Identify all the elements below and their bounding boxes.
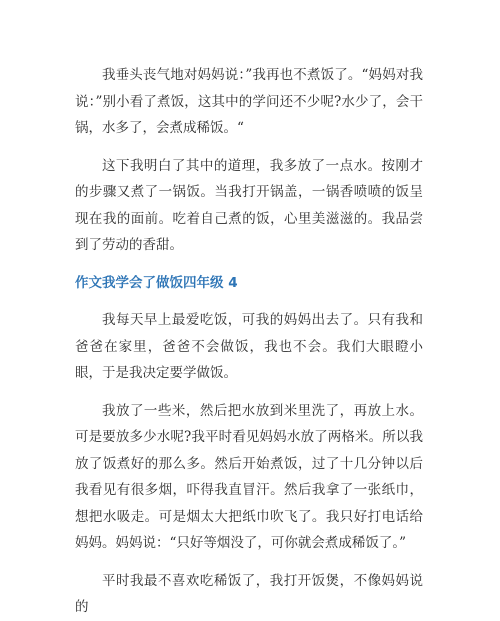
paragraph: 我垂头丧气地对妈妈说：”我再也不煮饭了。“妈妈对我说：”别小看了煮饭，这其中的学问还不少呢?水少了，会干锅，水多了，会煮成稀饭。“ xyxy=(75,67,423,136)
paragraph: 这下我明白了其中的道理，我多放了一点水。按刚才的步骤又煮了一锅饭。当我打开锅盖，一锅香喷喷的饭呈现在我的面前。吃着自己煮的饭，心里美滋滋的。我品尝到了劳动的香甜。 xyxy=(75,157,423,253)
paragraph: 平时我最不喜欢吃稀饭了，我打开饭煲，不像妈妈说的 xyxy=(75,572,423,615)
document-body xyxy=(75,62,423,621)
paragraph: 我每天早上最爱吃饭，可我的妈妈出去了。只有我和爸爸在家里，爸爸不会做饭，我也不会。我们大眼瞪小眼，于是我决定要学做饭。 xyxy=(75,312,423,381)
paragraph: 我放了一些米，然后把水放到米里洗了，再放上水。可是要放多少水呢?我平时看见妈妈水放了两格米。所以我放了饭煮好的那么多。然后开始煮饭，过了十几分钟以后我看见有很多烟，吓得我直冒汗。然后我拿了一张纸巾，想把水吸走。可是烟太大把纸巾吹飞了。我只好打电话给妈妈。妈妈说：“只好等烟没了，可你就会煮成稀饭了。” xyxy=(75,402,423,551)
section-heading: 作文我学会了做饭四年级 4 xyxy=(75,274,238,291)
